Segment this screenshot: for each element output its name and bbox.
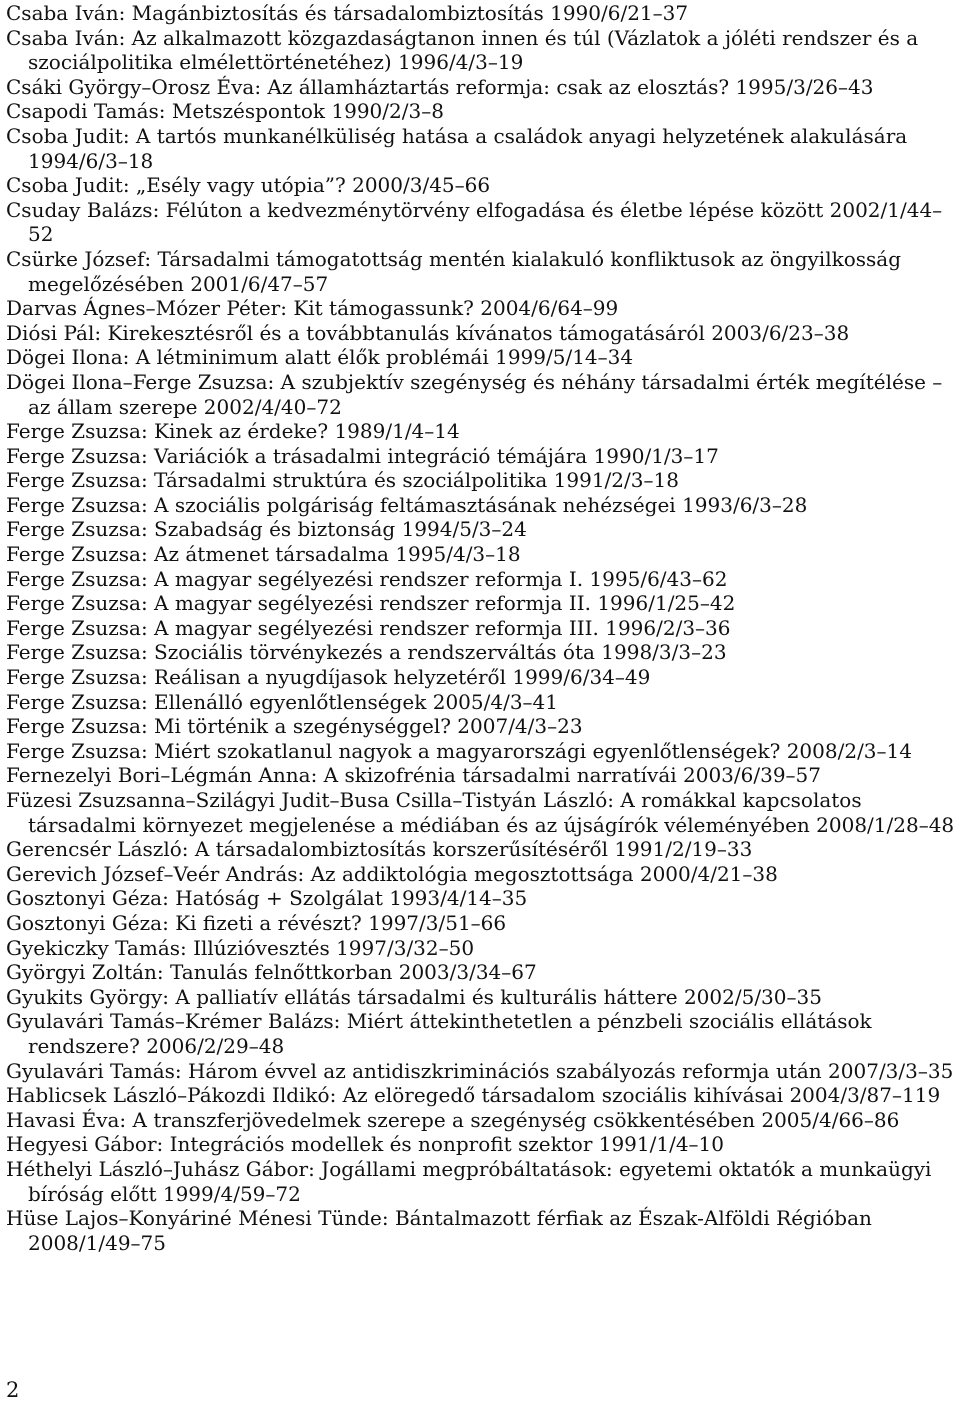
bibliography-entry: Ferge Zsuzsa: Reálisan a nyugdíjasok helyzetéről 1999/6/34–49 [6, 665, 651, 690]
bibliography-entry: Hegyesi Gábor: Integrációs modellek és nonprofit szektor 1991/1/4–10 [6, 1132, 725, 1157]
bibliography-entry: Ferge Zsuzsa: A magyar segélyezési rendszer reformja II. 1996/1/25–42 [6, 591, 736, 616]
bibliography-entry: Ferge Zsuzsa: Az átmenet társadalma 1995/4/3–18 [6, 542, 521, 567]
bibliography-entry: Ferge Zsuzsa: A magyar segélyezési rendszer reformja I. 1995/6/43–62 [6, 566, 728, 591]
bibliography-entry: Gosztonyi Géza: Ki fizeti a révészt? 1997/3/51–66 [6, 910, 507, 935]
bibliography-entry: Gyulavári Tamás: Három évvel az antidiszkriminációs szabályozás reformja után 2007/3/3–35 [6, 1058, 954, 1083]
bibliography-entry: Györgyi Zoltán: Tanulás felnőttkorban 2003/3/34–67 [6, 960, 537, 985]
bibliography-entry: Csaba Iván: Az alkalmazott közgazdaságtanon innen és túl (Vázlatok a jóléti rendszer és a szociálpolitika elmélettörténetéhez) 1996/4/3–19 [6, 25, 919, 75]
bibliography-entry: Gerevich József–Veér András: Az addiktológia megosztottsága 2000/4/21–38 [6, 861, 778, 886]
bibliography-entry: Darvas Ágnes–Mózer Péter: Kit támogassunk? 2004/6/64–99 [6, 296, 619, 321]
bibliography-entry: Ferge Zsuzsa: Szabadság és biztonság 1994/5/3–24 [6, 517, 527, 542]
bibliography-entry: Csürke József: Társadalmi támogatottság mentén kialakuló konfliktusok az öngyilkosság megelőzésében 2001/6/47–57 [6, 246, 901, 296]
bibliography-entry: Gerencsér László: A társadalombiztosítás korszerűsítéséről 1991/2/19–33 [6, 837, 753, 862]
bibliography-entry: Füzesi Zsuzsanna–Szilágyi Judit–Busa Csilla–Tistyán László: A romákkal kapcsolatos társadalmi környezet megjelenése a médiában és az újságírók véleményében 2008/1/28–48 [6, 788, 955, 837]
bibliography-entry: Ferge Zsuzsa: A szociális polgáriság feltámasztásának nehézségei 1993/6/3–28 [6, 492, 808, 517]
page-number: 2 [6, 1378, 20, 1402]
bibliography-entry: Csaba Iván: Magánbiztosítás és társadalombiztosítás 1990/6/21–37 [6, 1, 689, 25]
bibliography-entry: Ferge Zsuzsa: Ellenálló egyenlőtlenségek 2005/4/3–41 [6, 689, 558, 714]
bibliography-entry: Ferge Zsuzsa: Mi történik a szegénységgel? 2007/4/3–23 [6, 714, 583, 739]
bibliography-entry: Csoba Judit: „Esély vagy utópia”? 2000/3/45–66 [6, 173, 491, 198]
bibliography-entry: Ferge Zsuzsa: Variációk a trásadalmi integráció témájára 1990/1/3–17 [6, 443, 719, 468]
bibliography-entry: Gosztonyi Géza: Hatóság + Szolgálat 1993/4/14–35 [6, 886, 528, 911]
bibliography-entry: Gyulavári Tamás–Krémer Balázs: Miért áttekinthetetlen a pénzbeli szociális ellátások rendszere? 2006/2/29–48 [6, 1009, 872, 1058]
bibliography-entry: Ferge Zsuzsa: Miért szokatlanul nagyok a magyarországi egyenlőtlenségek? 2008/2/3–14 [6, 738, 912, 763]
bibliography-list [6, 1, 956, 1255]
bibliography-entry: Fernezelyi Bori–Légmán Anna: A skizofrénia társadalmi narratívái 2003/6/39–57 [6, 763, 822, 788]
bibliography-entry: Ferge Zsuzsa: Társadalmi struktúra és szociálpolitika 1991/2/3–18 [6, 468, 679, 493]
bibliography-entry: Diósi Pál: Kirekesztésről és a továbbtanulás kívánatos támogatásáról 2003/6/23–38 [6, 320, 850, 345]
bibliography-entry: Dögei Ilona: A létminimum alatt élők problémái 1999/5/14–34 [6, 345, 634, 370]
bibliography-entry: Csoba Judit: A tartós munkanélküliség hatása a családok anyagi helyzetének alakulására 1994/6/3–18 [6, 123, 908, 173]
bibliography-entry: Havasi Éva: A transzferjövedelmek szerepe a szegénység csökkentésében 2005/4/66–86 [6, 1107, 900, 1132]
bibliography-entry: Dögei Ilona–Ferge Zsuzsa: A szubjektív szegénység és néhány társadalmi érték megítélése – az állam szerepe 2002/4/40–72 [6, 369, 943, 419]
bibliography-entry: Csáki György–Orosz Éva: Az államháztartás reformja: csak az elosztás? 1995/3/26–43 [6, 74, 874, 99]
bibliography-entry: Ferge Zsuzsa: Szociális törvénykezés a rendszerváltás óta 1998/3/3–23 [6, 640, 727, 665]
bibliography-entry: Gyekiczky Tamás: Illúzióvesztés 1997/3/32–50 [6, 935, 475, 960]
bibliography-entry: Csapodi Tamás: Metszéspontok 1990/2/3–8 [6, 99, 444, 124]
bibliography-entry: Ferge Zsuzsa: A magyar segélyezési rendszer reformja III. 1996/2/3–36 [6, 615, 731, 640]
bibliography-entry: Ferge Zsuzsa: Kinek az érdeke? 1989/1/4–14 [6, 419, 460, 444]
bibliography-entry: Héthelyi László–Juhász Gábor: Jogállami megpróbáltatások: egyetemi oktatók a munkaügyi bíróság előtt 1999/4/59–72 [6, 1156, 932, 1206]
bibliography-entry: Csuday Balázs: Félúton a kedvezménytörvény elfogadása és életbe lépése között 2002/1/44–52 [6, 197, 943, 247]
bibliography-entry: Hablicsek László–Pákozdi Ildikó: Az elöregedő társadalom szociális kihívásai 2004/3/87–119 [6, 1083, 941, 1108]
bibliography-entry: Hüse Lajos–Konyáriné Ménesi Tünde: Bántalmazott férfiak az Észak-Alföldi Régióban 2008/1/49–75 [6, 1206, 872, 1255]
bibliography-entry: Gyukits György: A palliatív ellátás társadalmi és kulturális háttere 2002/5/30–35 [6, 984, 822, 1009]
